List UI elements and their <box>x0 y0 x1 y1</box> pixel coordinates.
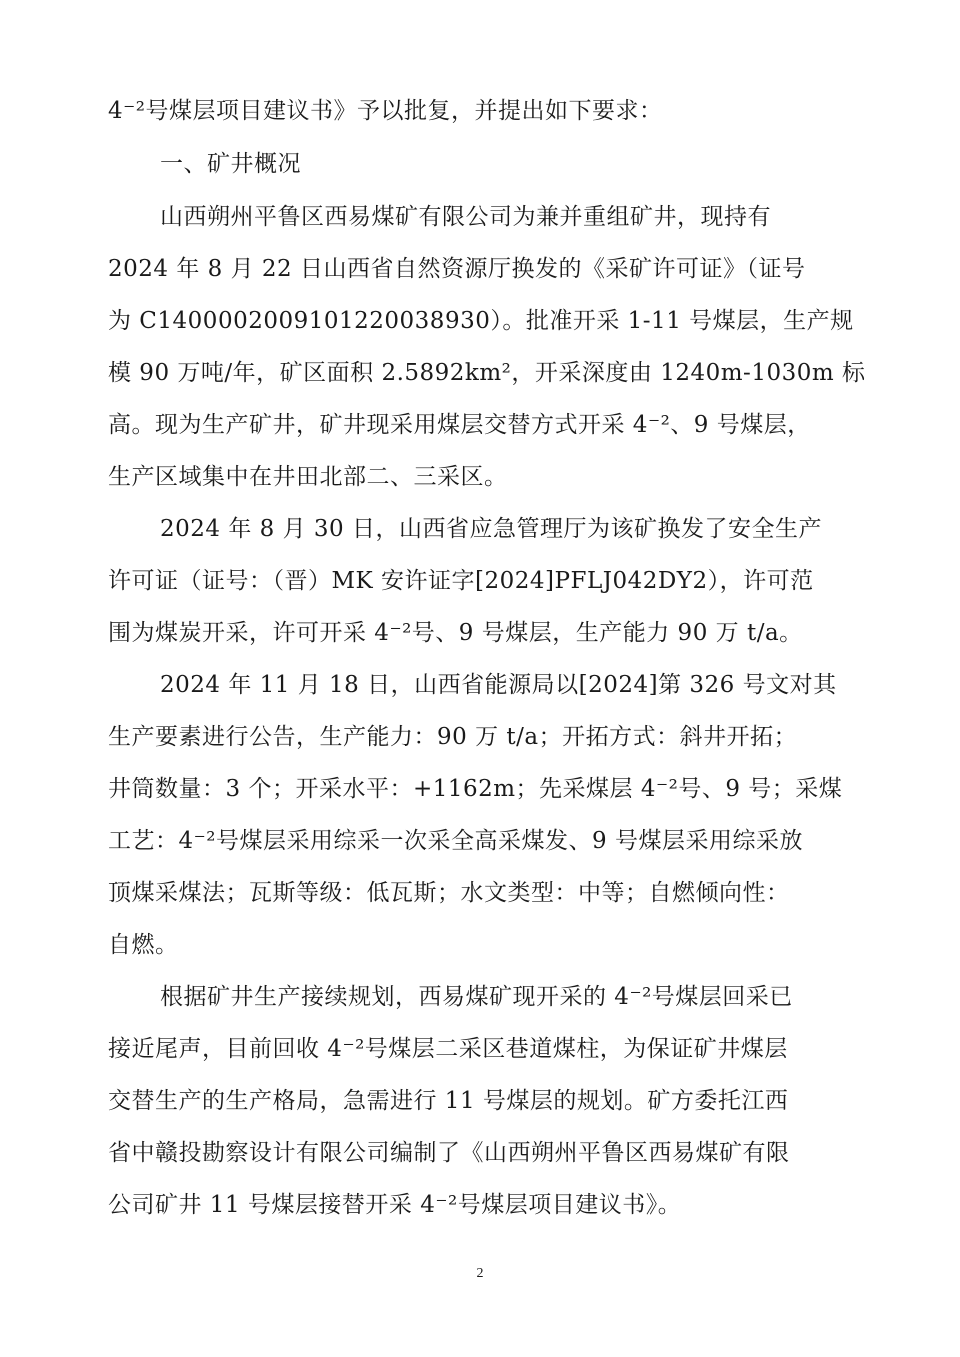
text-line: 顶煤采煤法；瓦斯等级：低瓦斯；水文类型：中等；自燃倾向性： <box>108 880 790 906</box>
text-line: 模 90 万吨/年，矿区面积 2.5892km²，开采深度由 1240m-1030m 标 <box>108 360 866 386</box>
text-line: 山西朔州平鲁区西易煤矿有限公司为兼并重组矿井，现持有 <box>160 204 771 230</box>
text-line: 交替生产的生产格局，急需进行 11 号煤层的规划。矿方委托江西 <box>108 1088 789 1114</box>
text-line: 生产区域集中在井田北部二、三采区。 <box>108 464 508 490</box>
text-line: 井筒数量：3 个；开采水平：+1162m；先采煤层 4⁻²号、9 号；采煤 <box>108 776 843 802</box>
text-line: 4⁻²号煤层项目建议书》予以批复，并提出如下要求： <box>108 98 663 124</box>
text-line: 2024 年 8 月 22 日山西省自然资源厅换发的《采矿许可证》（证号 <box>108 256 806 282</box>
text-line: 自燃。 <box>108 932 179 958</box>
text-line: 许可证（证号：（晋）MK 安许证字[2024]PFLJ042DY2），许可范 <box>108 568 814 594</box>
text-line: 2024 年 11 月 18 日，山西省能源局以[2024]第 326 号文对其 <box>160 672 837 698</box>
text-line: 生产要素进行公告，生产能力：90 万 t/a；开拓方式：斜井开拓； <box>108 724 798 750</box>
text-line: 高。现为生产矿井，矿井现采用煤层交替方式开采 4⁻²、9 号煤层， <box>108 412 811 438</box>
text-line: 2024 年 8 月 30 日，山西省应急管理厅为该矿换发了安全生产 <box>160 516 822 542</box>
page-number: 2 <box>476 1266 484 1281</box>
text-line: 工艺：4⁻²号煤层采用综采一次采全高采煤发、9 号煤层采用综采放 <box>108 828 803 854</box>
text-line: 根据矿井生产接续规划，西易煤矿现开采的 4⁻²号煤层回采已 <box>160 984 793 1010</box>
text-line: 为 C1400002009101220038930）。批准开采 1-11 号煤层，生产规 <box>108 308 854 334</box>
section-heading: 一、矿井概况 <box>160 151 301 177</box>
text-line: 围为煤炭开采，许可开采 4⁻²号、9 号煤层，生产能力 90 万 t/a。 <box>108 620 803 646</box>
text-line: 公司矿井 11 号煤层接替开采 4⁻²号煤层项目建议书》。 <box>108 1192 682 1218</box>
text-line: 省中赣投勘察设计有限公司编制了《山西朔州平鲁区西易煤矿有限 <box>108 1140 790 1166</box>
text-line: 接近尾声，目前回收 4⁻²号煤层二采区巷道煤柱，为保证矿井煤层 <box>108 1036 788 1062</box>
